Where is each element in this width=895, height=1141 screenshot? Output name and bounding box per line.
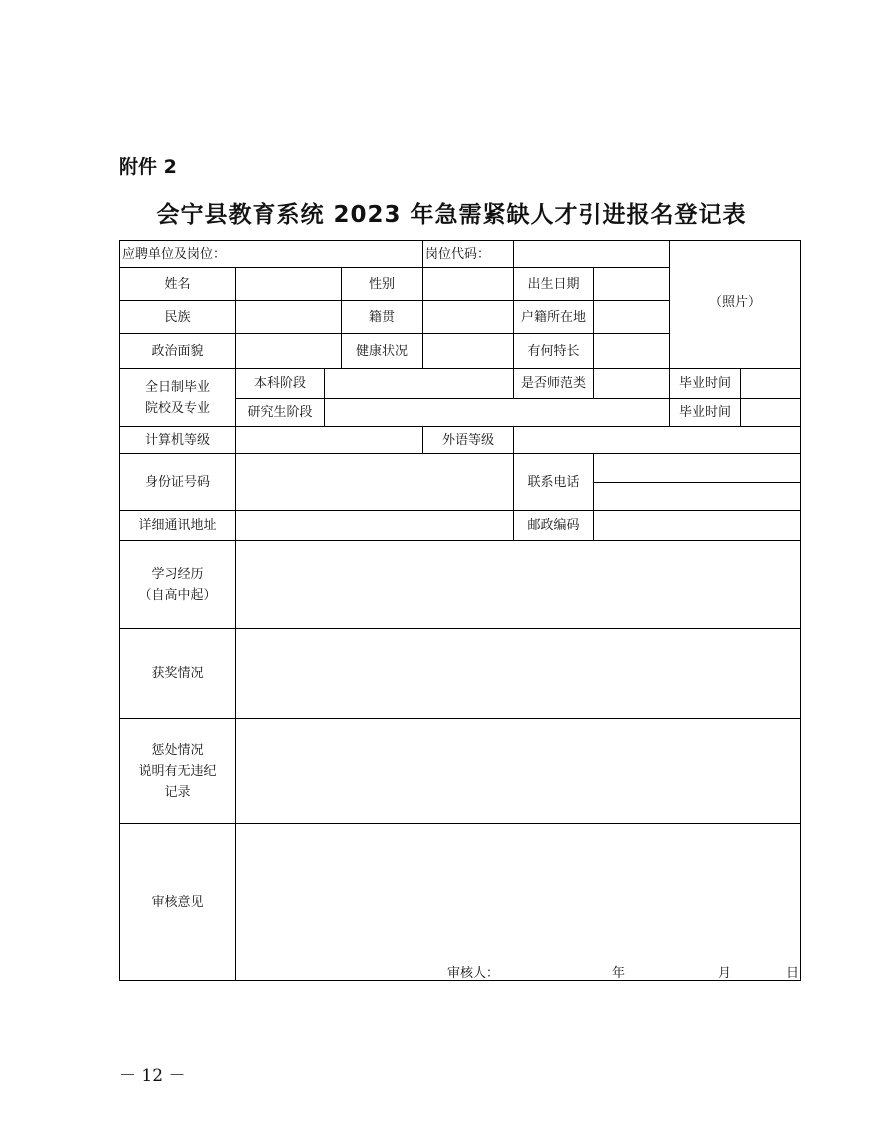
specialty-label: 有何特长 xyxy=(513,333,594,369)
id-field[interactable] xyxy=(235,453,514,511)
hukou-label: 户籍所在地 xyxy=(513,300,594,334)
gender-field[interactable] xyxy=(422,267,514,301)
study-label xyxy=(119,540,236,629)
birth-field[interactable] xyxy=(593,267,670,301)
postcode-label: 邮政编码 xyxy=(513,510,594,541)
code-label: 岗位代码： xyxy=(422,240,514,268)
page-number: － 12 － xyxy=(119,1066,186,1086)
school-label-line2: 院校及专业 xyxy=(144,400,210,416)
school-label-line1: 全日制毕业 xyxy=(144,379,210,395)
awards-label: 获奖情况 xyxy=(119,628,236,719)
language-label: 外语等级 xyxy=(422,426,514,454)
photo-box: （照片） xyxy=(669,240,801,369)
hukou-field[interactable] xyxy=(593,300,670,334)
native-label: 籍贯 xyxy=(341,300,423,334)
phone-label: 联系电话 xyxy=(513,453,594,511)
address-field[interactable] xyxy=(235,510,514,541)
punish-field[interactable] xyxy=(235,718,801,824)
punish-label-line2: 说明有无违纪 xyxy=(138,763,217,779)
awards-field[interactable] xyxy=(235,628,801,719)
language-field[interactable] xyxy=(513,426,801,454)
normal-label: 是否师范类 xyxy=(513,368,594,399)
study-label-line2: （自高中起） xyxy=(138,587,217,603)
reviewer-label: 审核人： xyxy=(447,966,500,981)
political-field[interactable] xyxy=(235,333,342,369)
punish-label-line1: 惩处情况 xyxy=(151,742,204,758)
undergrad-label: 本科阶段 xyxy=(235,368,325,399)
address-label: 详细通讯地址 xyxy=(119,510,236,541)
school-label xyxy=(119,368,236,427)
grad-time-label: 毕业时间 xyxy=(669,368,741,399)
native-field[interactable] xyxy=(422,300,514,334)
year-label: 年 xyxy=(612,966,626,981)
id-label: 身份证号码 xyxy=(119,453,236,511)
postgrad-label: 研究生阶段 xyxy=(235,398,325,427)
code-field[interactable] xyxy=(513,240,670,268)
day-label: 日 xyxy=(786,966,800,981)
ethnicity-field[interactable] xyxy=(235,300,342,334)
study-label-line1: 学习经历 xyxy=(151,566,204,582)
computer-label: 计算机等级 xyxy=(119,426,236,454)
undergrad-field[interactable] xyxy=(324,368,514,399)
grad-time-field-2[interactable] xyxy=(740,398,801,427)
health-label: 健康状况 xyxy=(341,333,423,369)
name-label: 姓名 xyxy=(119,267,236,301)
phone-field-2[interactable] xyxy=(593,482,801,511)
postcode-field[interactable] xyxy=(593,510,801,541)
computer-field[interactable] xyxy=(235,426,423,454)
review-label: 审核意见 xyxy=(119,823,236,981)
punish-label xyxy=(119,718,236,824)
ethnicity-label: 民族 xyxy=(119,300,236,334)
review-field[interactable] xyxy=(235,823,801,981)
specialty-field[interactable] xyxy=(593,333,670,369)
study-field[interactable] xyxy=(235,540,801,629)
attachment-label: 附件 2 xyxy=(119,156,177,178)
political-label: 政治面貌 xyxy=(119,333,236,369)
unit-label: 应聘单位及岗位： xyxy=(119,240,423,268)
grad-time-label-2: 毕业时间 xyxy=(669,398,741,427)
phone-field-1[interactable] xyxy=(593,453,801,483)
name-field[interactable] xyxy=(235,267,342,301)
page-title: 会宁县教育系统 2023 年急需紧缺人才引进报名登记表 xyxy=(156,202,747,228)
grad-time-field[interactable] xyxy=(740,368,801,399)
normal-field[interactable] xyxy=(593,368,670,399)
punish-label-line3: 记录 xyxy=(164,784,191,800)
health-field[interactable] xyxy=(422,333,514,369)
gender-label: 性别 xyxy=(341,267,423,301)
birth-label: 出生日期 xyxy=(513,267,594,301)
month-label: 月 xyxy=(718,966,732,981)
postgrad-field[interactable] xyxy=(324,398,670,427)
